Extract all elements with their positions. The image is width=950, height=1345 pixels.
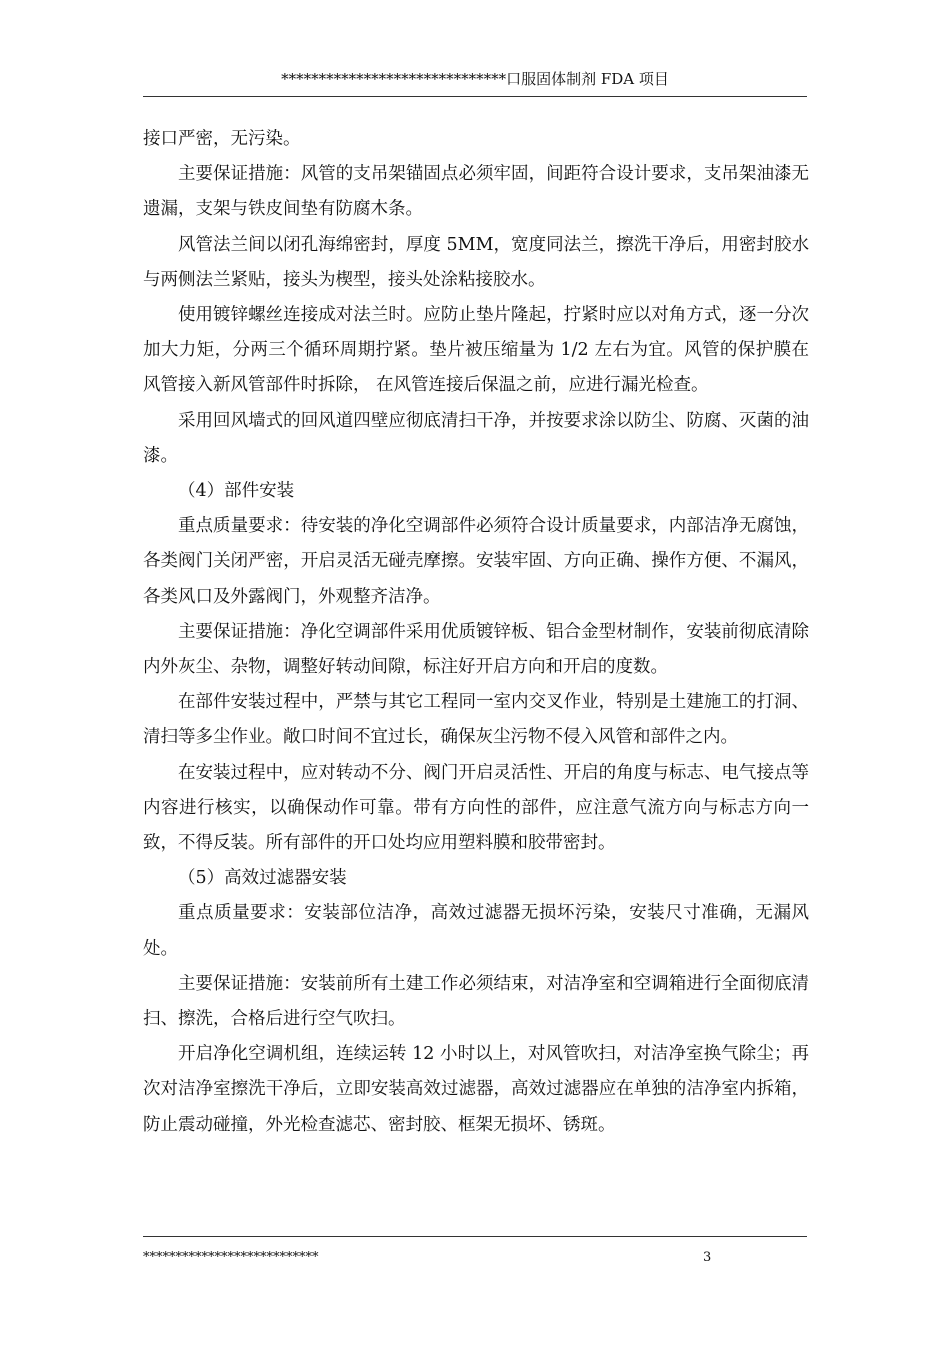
paragraph: 重点质量要求：安装部位洁净，高效过滤器无损坏污染，安装尺寸准确，无漏风处。 — [143, 903, 809, 959]
page-footer: *************************** — [143, 1250, 319, 1265]
paragraph: 重点质量要求：待安装的净化空调部件必须符合设计质量要求，内部洁净无腐蚀，各类阀门关闭严密，开启灵活无碰壳摩擦。安装牢固、方向正确、操作方便、不漏风，各类风口及外露阀门，外观整齐洁净。 — [143, 516, 809, 607]
paragraph: 接口严密，无污染。 — [143, 129, 301, 149]
document-body — [143, 122, 809, 1143]
paragraph: 开启净化空调机组，连续运转 12 小时以上，对风管吹扫，对洁净室换气除尘；再次对洁净室擦洗干净后，立即安装高效过滤器，高效过滤器应在单独的洁净室内拆箱，防止震动碰撞，外光检查滤芯、密封胶、框架无损坏、锈斑。 — [143, 1044, 809, 1135]
section-heading: （4）部件安装 — [178, 481, 295, 502]
paragraph: 主要保证措施：安装前所有土建工作必须结束，对洁净室和空调箱进行全面彻底清扫、擦洗，合格后进行空气吹扫。 — [143, 973, 809, 1030]
paragraph: 主要保证措施：风管的支吊架锚固点必须牢固，间距符合设计要求，支吊架油漆无遗漏，支架与铁皮间垫有防腐木条。 — [143, 164, 809, 220]
header-divider — [143, 96, 807, 97]
paragraph: 在安装过程中，应对转动不分、阀门开启灵活性、开启的角度与标志、电气接点等内容进行核实，以确保动作可靠。带有方向性的部件，应注意气流方向与标志方向一致，不得反装。所有部件的开口处均应用塑料膜和胶带密封。 — [143, 762, 809, 854]
page-number: 3 — [703, 1250, 712, 1265]
page-header: ******************************口服固体制剂 FDA 项目 — [281, 70, 669, 88]
footer-divider — [143, 1236, 807, 1237]
paragraph: 在部件安装过程中，严禁与其它工程同一室内交叉作业，特别是土建施工的打洞、清扫等多尘作业。敞口时间不宜过长，确保灰尘污物不侵入风管和部件之内。 — [143, 692, 809, 748]
paragraph: 使用镀锌螺丝连接成对法兰时。应防止垫片隆起，拧紧时应以对角方式，逐一分次加大力矩，分两三个循环周期拧紧。垫片被压缩量为 1/2 左右为宜。风管的保护膜在风管接入新风管部件时拆除， 在风管连接后保温之前，应进行漏光检查。 — [143, 305, 809, 396]
paragraph: 采用回风墙式的回风道四壁应彻底清扫干净，并按要求涂以防尘、防腐、灭菌的油漆。 — [143, 410, 809, 466]
paragraph: 风管法兰间以闭孔海绵密封，厚度 5MM，宽度同法兰，擦洗干净后，用密封胶水与两侧法兰紧贴，接头为楔型，接头处涂粘接胶水。 — [143, 234, 809, 290]
section-heading: （5）高效过滤器安装 — [178, 868, 347, 889]
paragraph: 主要保证措施：净化空调部件采用优质镀锌板、铝合金型材制作，安装前彻底清除内外灰尘、杂物，调整好转动间隙，标注好开启方向和开启的度数。 — [143, 621, 809, 678]
